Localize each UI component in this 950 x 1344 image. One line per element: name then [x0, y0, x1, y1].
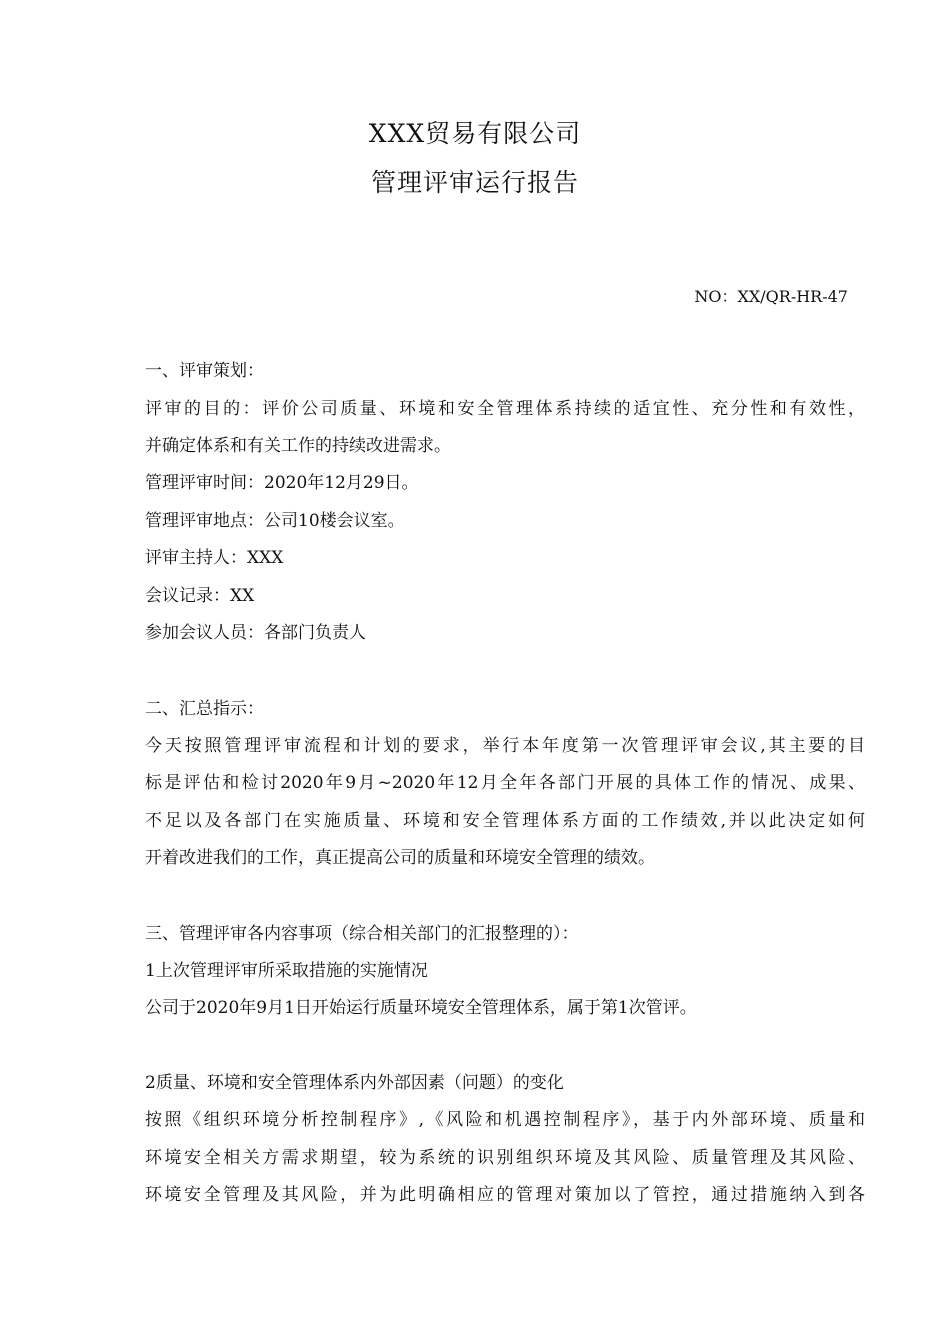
paragraph-line: 环境安全相关方需求期望，较为系统的识别组织环境及其风险、质量管理及其风险、: [145, 1148, 865, 1168]
paragraph-line: 公司于2020年9月1日开始运行质量环境安全管理体系，属于第1次管评。: [145, 998, 697, 1018]
paragraph-line: 并确定体系和有关工作的持续改进需求。: [145, 436, 451, 456]
section-heading-review-items: 三、管理评审各内容事项（综合相关部门的汇报整理的）：: [145, 924, 579, 944]
document-number: NO：XX/QR-HR-47: [694, 287, 848, 306]
paragraph-line: 评审的目的：评价公司质量、环境和安全管理体系持续的适宜性、充分性和有效性，: [145, 399, 865, 419]
paragraph-line: 环境安全管理及其风险，并为此明确相应的管理对策加以了管控，通过措施纳入到各: [145, 1185, 865, 1205]
paragraph-line: 开着改进我们的工作，真正提高公司的质量和环境安全管理的绩效。: [145, 848, 655, 868]
report-title: 管理评审运行报告: [370, 168, 579, 197]
company-title: XXX贸易有限公司: [368, 119, 582, 148]
subsection-heading: 1上次管理评审所采取措施的实施情况: [145, 961, 428, 981]
paragraph-line: 不足以及各部门在实施质量、环境和安全管理体系方面的工作绩效,并以此决定如何: [145, 811, 865, 831]
paragraph-line: 按照《组织环境分析控制程序》,《风险和机遇控制程序》，基于内外部环境、质量和: [145, 1110, 865, 1130]
review-location-line: 管理评审地点：公司10楼会议室。: [145, 511, 405, 531]
attendees-line: 参加会议人员：各部门负责人: [145, 623, 366, 643]
review-date-line: 管理评审时间：2020年12月29日。: [145, 473, 419, 493]
review-host-line: 评审主持人：XXX: [145, 548, 284, 568]
paragraph-line: 今天按照管理评审流程和计划的要求，举行本年度第一次管理评审会议,其主要的目: [145, 736, 865, 756]
meeting-recorder-line: 会议记录：XX: [145, 586, 255, 606]
paragraph-line: 标是评估和检讨2020年9月~2020年12月全年各部门开展的具体工作的情况、成果、: [145, 773, 865, 793]
subsection-heading: 2质量、环境和安全管理体系内外部因素（问题）的变化: [145, 1073, 564, 1093]
section-heading-summary: 二、汇总指示：: [145, 699, 264, 719]
section-heading-planning: 一、评审策划：: [145, 361, 264, 381]
